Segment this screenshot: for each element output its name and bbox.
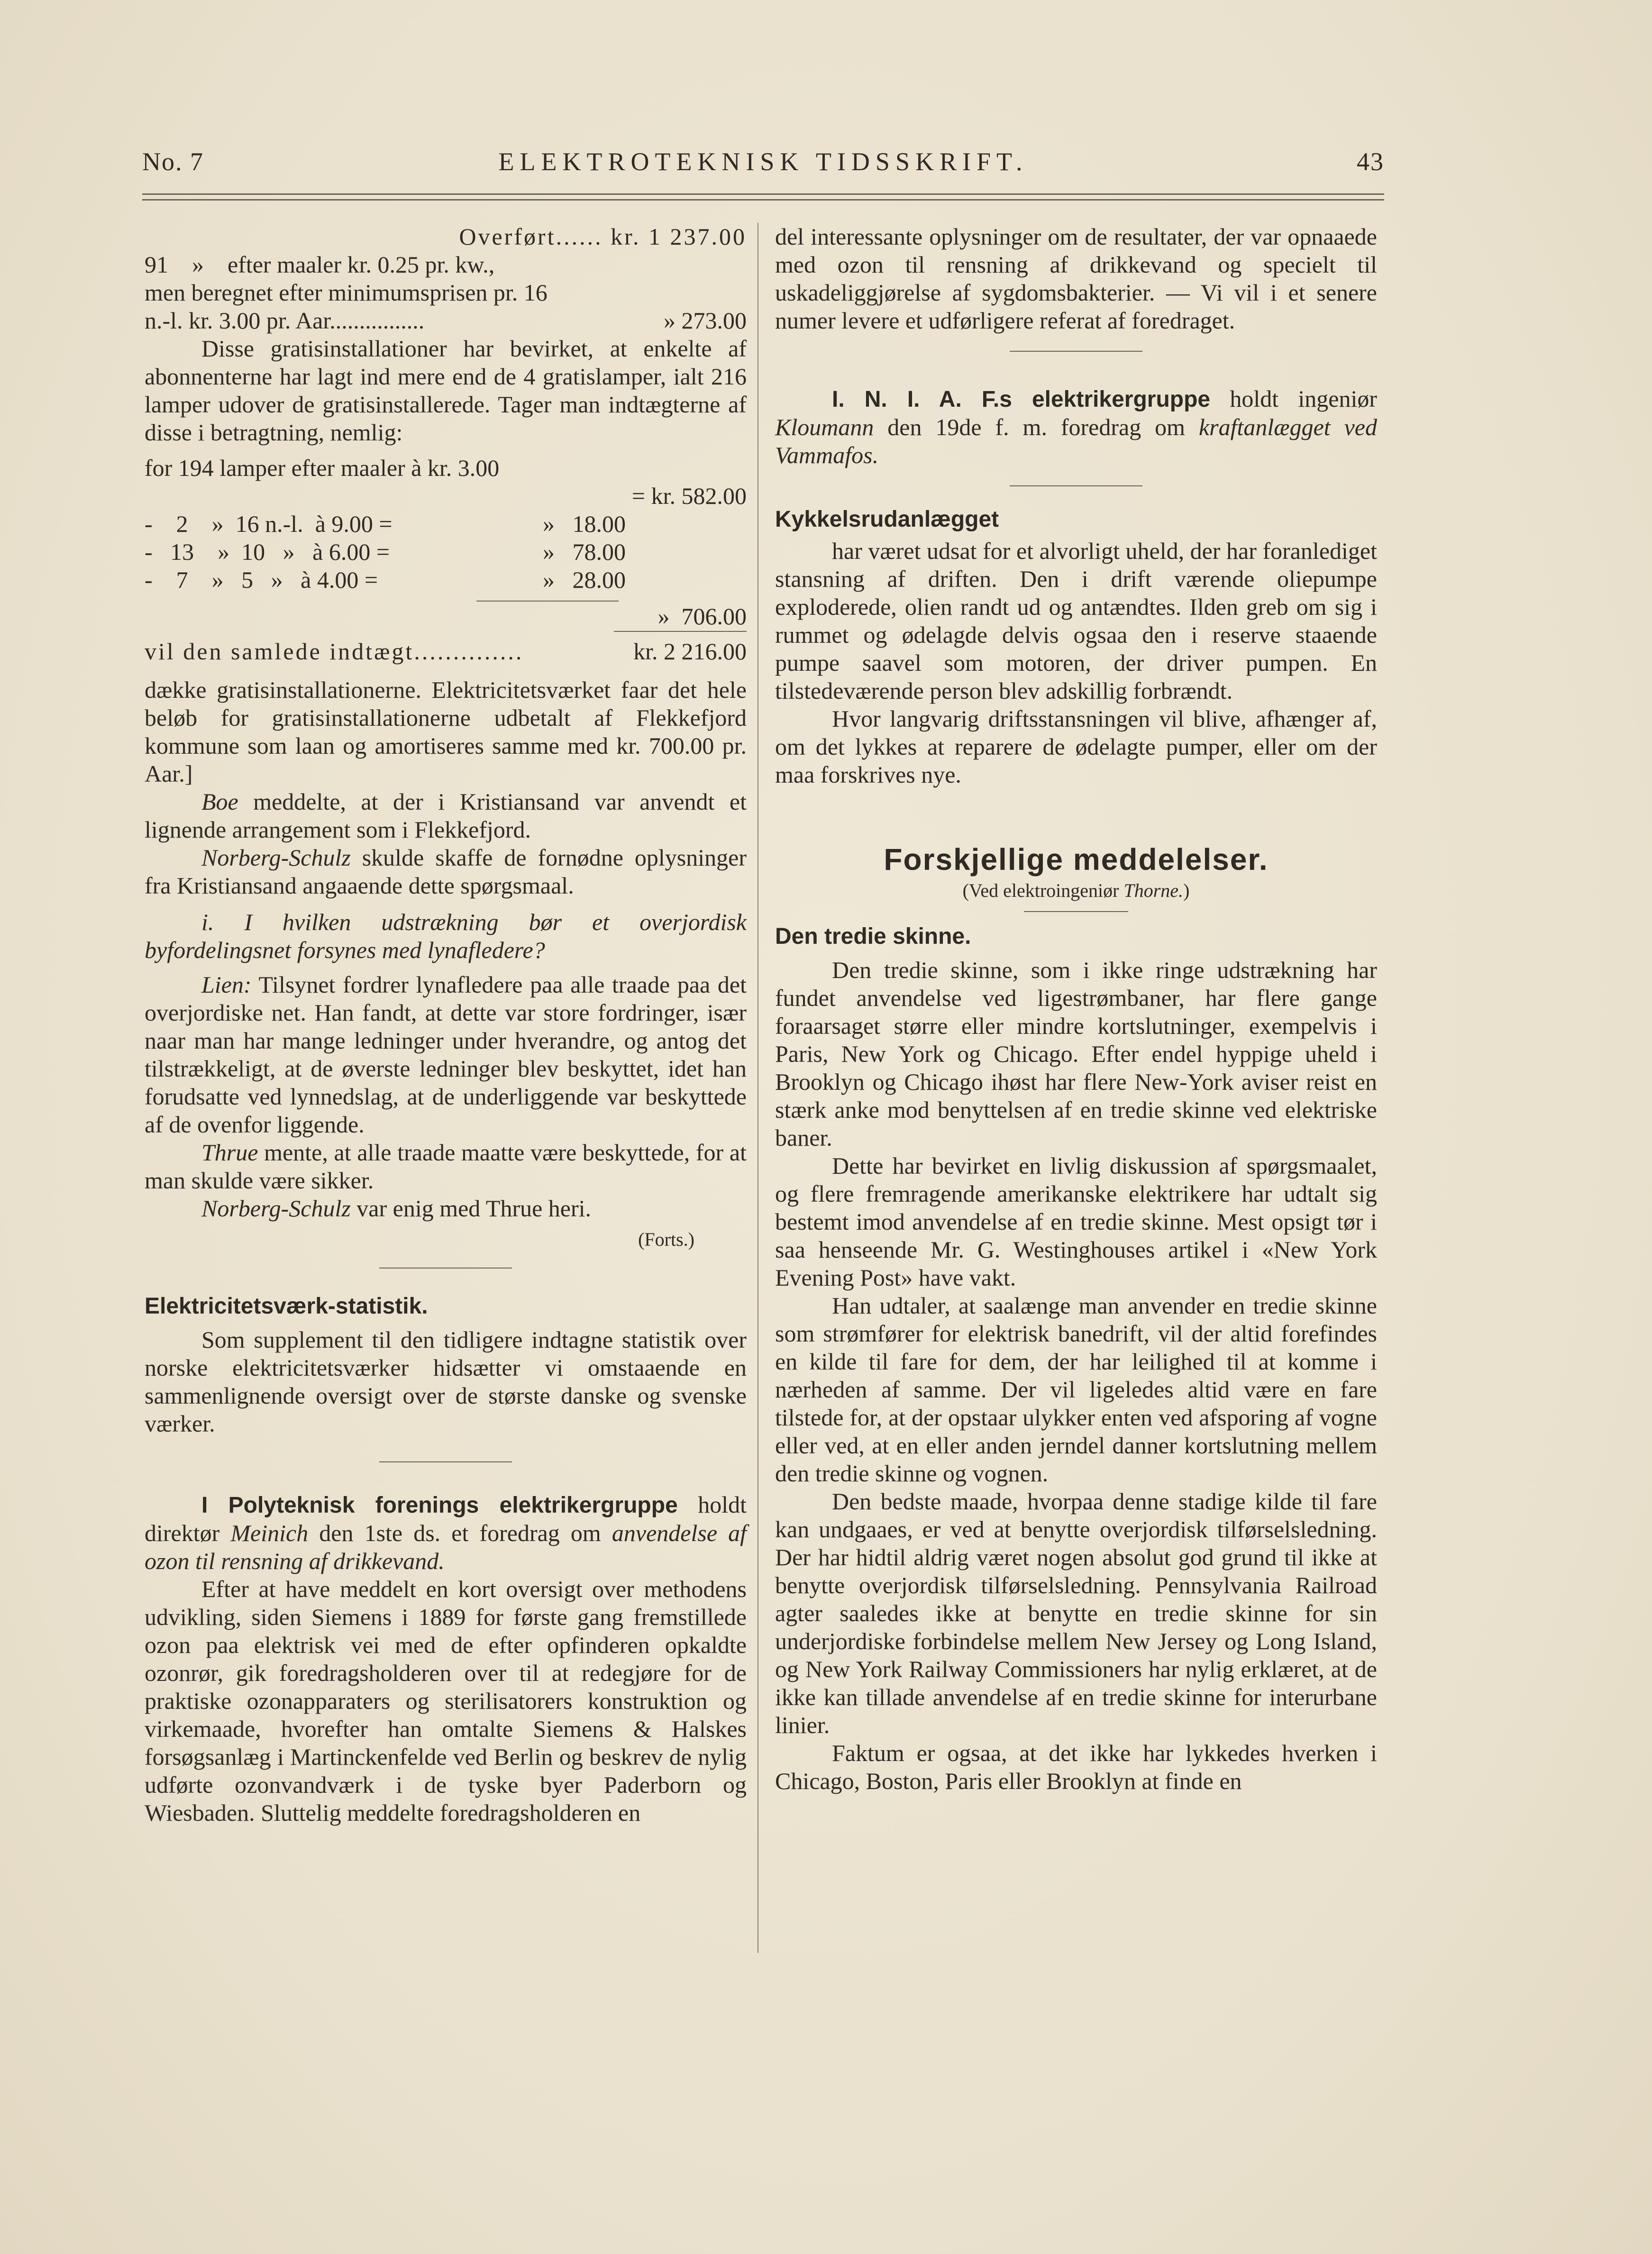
paragraph: Boe meddelte, at der i Kristiansand var anvendt et lignende arrangement som i Flekkefjord. — [145, 788, 747, 843]
table-line: - 7 » 5 » à 4.00 = » 28.00 — [145, 566, 626, 593]
paragraph: Thrue mente, at alle traade maatte være beskyttede, for at man skulde være sikker. — [145, 1139, 747, 1194]
paragraph: Norberg-Schulz skulde skaffe de fornødne oplysninger fra Kristiansand angaaende dette spørgsmaal. — [145, 844, 747, 899]
journal-title: ELEKTROTEKNISK TIDSSKRIFT. — [498, 147, 1028, 176]
paragraph: dække gratisinstallationerne. Elektricitetsværket faar det hele beløb for gratisinstallationerne udbetalt af Flekkefjord kommune som laan og amortiseres samme med kr. 700.00 pr. Aar.] — [145, 676, 747, 787]
section-heading: Elektricitetsværk-statistik. — [145, 1294, 428, 1319]
total-line: vil den samlede indtægt.............. kr. 2 216.00 — [145, 638, 747, 665]
byline: (Ved elektroingeniør Thorne.) — [962, 880, 1190, 901]
right-column — [775, 223, 1377, 1795]
question: i. I hvilken udstrækning bør et overjordisk byfordelingsnet forsynes med lynafledere? — [145, 909, 747, 963]
paragraph: del interessante oplysninger om de resultater, der var opnaaede med ozon til rensning af drikkevand og specielt til uskadeliggjørelse af sygdomsbakterier. — Vi vil i et senere numer levere et udførligere referat af foredraget. — [775, 223, 1377, 334]
paragraph: I. N. I. A. F.s elektrikergruppe holdt ingeniør Kloumann den 19de f. m. foredrag om kraftanlægget ved Vammafos. — [775, 385, 1377, 468]
paragraph: I Polyteknisk forenings elektrikergruppe holdt direktør Meinich den 1ste ds. et foredrag om anvendelse af ozon til rensning af drikkevand. — [145, 1491, 747, 1574]
table-line: - 13 » 10 » à 6.00 = » 78.00 — [145, 538, 626, 565]
paragraph: Dette har bevirket en livlig diskussion af spørgsmaalet, og flere fremragende amerikanske elektrikere har udtalt sig bestemt imod anvendelse af en tredie skinne. Mest opsigt tør i saa henseende Mr. G. Westinghouses artikel i «New York Evening Post» have vakt. — [775, 1152, 1377, 1291]
paragraph: Han udtaler, at saalænge man anvender en tredie skinne som strømfører for elektrisk banedrift, vil der altid forefindes en kilde til fare for dem, der har leilighed til at komme i nærheden af samme. Der vil ligeledes altid være en fare tilstede for, at der opstaar ulykker enten ved afsporing af vogne eller ved, at en eller anden jerndel danner kortslutning mellem den tredie skinne og vognen. — [775, 1292, 1377, 1487]
amount-line: n.-l. kr. 3.00 pr. Aar................ » 273.00 — [145, 307, 747, 334]
issue-number: No. 7 — [142, 147, 204, 176]
table-line: = kr. 582.00 — [631, 483, 747, 509]
text-line: men beregnet efter minimumsprisen pr. 16 — [145, 279, 548, 306]
paragraph: Norberg-Schulz var enig med Thrue heri. — [201, 1195, 592, 1222]
subtotal-line: » 706.00 — [145, 594, 747, 628]
paragraph: Den bedste maade, hvorpaa denne stadige kilde til fare kan undgaaes, er ved at benytte overjordisk tilførselsledning. Der har hidtil aldrig været nogen absolut god grund til ikke at benytte overjordisk tilførselsledning. Pennsylvania Railroad agter saaledes ikke at benytte en tredie skinne for sin underjordiske forbindelse mellem New Jersey og Long Island, og New York Railway Commissioners har nylig erklæret, at de ikke kan tillade anvendelse af en tredie skinne for interurbane linier. — [775, 1488, 1377, 1738]
paragraph: har været udsat for et alvorligt uheld, der har foranlediget stansning af driften. Den i drift værende oliepumpe exploderede, olien randt ud og antændtes. Ilden greb om sig i rummet og ødelagde delvis ogsaa den i reserve staaende pumpe saavel som motoren, der driver pumpen. En tilstedeværende person blev adskillig forbrændt. — [775, 538, 1377, 704]
text-line: 91 » efter maaler kr. 0.25 pr. kw., — [145, 251, 495, 278]
subtotal-rule — [476, 601, 619, 602]
paragraph: Faktum er ogsaa, at det ikke har lykkedes hverken i Chicago, Boston, Paris eller Brooklyn at finde en — [775, 1740, 1377, 1794]
section-heading: Kykkelsrudanlægget — [775, 507, 999, 532]
subsection-heading: Den tredie skinne. — [775, 924, 971, 949]
left-column — [145, 223, 747, 1827]
carried-over-total: Overført...... kr. 1 237.00 — [459, 223, 747, 250]
header-rule-top — [142, 193, 1384, 195]
paragraph: Lien: Tilsynet fordrer lynafledere paa alle traade paa det overjordiske net. Han fandt, at dette var store fordringer, især naar man har mange ledninger under hverandre, og antog det tilstrækkeligt, at de øverste ledninger blev beskyttet, idet han forudsatte ved lynnedslag, at de underliggende var beskyttede af de ovenfor liggende. — [145, 971, 747, 1138]
table-line: - 2 » 16 n.-l. à 9.00 = » 18.00 — [145, 511, 626, 537]
page-number: 43 — [1357, 147, 1384, 176]
section-title: Forskjellige meddelelser. — [884, 842, 1269, 876]
running-header — [142, 142, 1384, 185]
total-rule — [145, 628, 747, 638]
paragraph: Disse gratisinstallationer har bevirket, at enkelte af abonnenterne har lagt ind mere end de 4 gratislamper, ialt 216 lamper udover de gratisinstallerede. Tager man indtægterne af disse i betragtning, nemlig: — [145, 335, 747, 446]
paragraph: Hvor langvarig driftsstansningen vil blive, afhænger af, om det lykkes at reparere de ødelagte pumper, eller om der maa forskrives nye. — [775, 705, 1377, 788]
paragraph: Efter at have meddelt en kort oversigt over methodens udvikling, siden Siemens i 1889 for første gang fremstillede ozon paa elektrisk vei med de efter opfinderen opkaldte ozonrør, gik foredragsholderen over til at redegjøre for de praktiske ozonapparaters og sterilisatorers konstruktion og virkemaade, hvorefter han omtalte Siemens & Halskes forsøgsanlæg i Martinckenfelde ved Berlin og beskrev de nylig udførte ozonvandværk i de tyske byer Paderborn og Wiesbaden. Sluttelig meddelte foredragsholderen en — [145, 1576, 747, 1826]
paragraph: Den tredie skinne, som i ikke ringe udstrækning har fundet anvendelse ved ligestrømbaner, har flere gange foraarsaget større eller mindre kortslutninger, exempelvis i Paris, New York og Chicago. Efter endel hyppige uheld i Brooklyn og Chicago ihøst har flere New-York aviser reist en stærk anke mod benyttelsen af en tredie skinne ved elektriske baner. — [775, 957, 1377, 1151]
continued-note: (Forts.) — [638, 1229, 694, 1250]
header-rule-bottom — [142, 199, 1384, 201]
paragraph: Som supplement til den tidligere indtagne statistik over norske elektricitetsværker hidsætter vi omstaaende en sammenlignende oversigt over de største danske og svenske værker. — [145, 1326, 747, 1437]
table-line: for 194 lamper efter maaler à kr. 3.00 — [145, 455, 500, 481]
